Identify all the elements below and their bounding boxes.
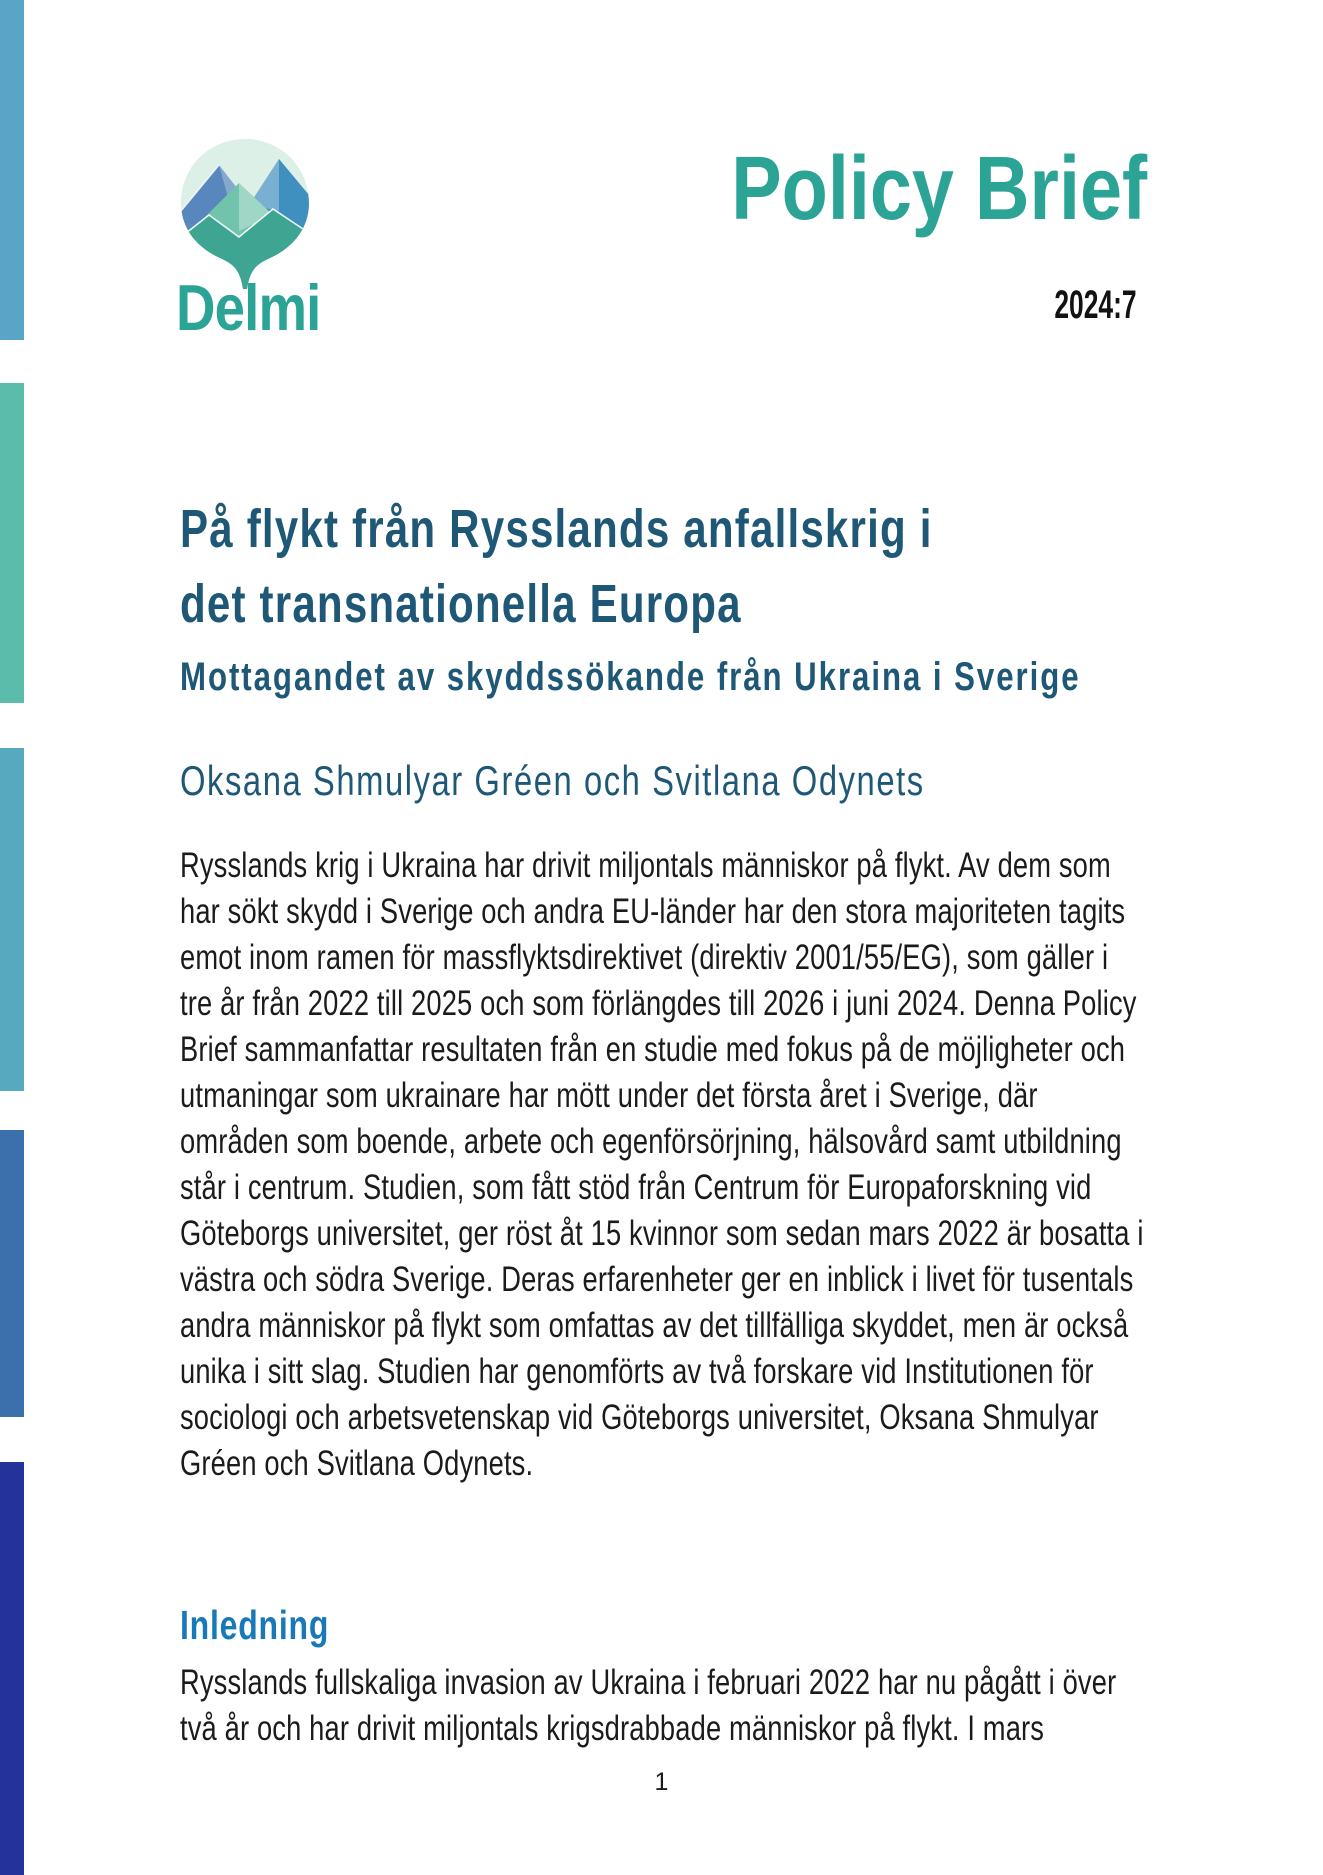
content-column	[180, 0, 1151, 1875]
accent-bar-1	[0, 0, 24, 340]
publication-title: Policy Brief	[731, 139, 1147, 239]
delmi-logo-wordmark: Delmi	[176, 271, 321, 344]
accent-bar-4	[0, 1130, 24, 1417]
document-title-line1: På flykt från Rysslands anfallskrig i	[180, 499, 933, 559]
section-heading-inledning: Inledning	[180, 1602, 330, 1648]
document-title	[180, 492, 1210, 642]
page-number: 1	[654, 1768, 669, 1796]
document-subtitle: Mottagandet av skyddssökande från Ukraina i Sverige	[180, 655, 1081, 699]
accent-bar-2	[0, 383, 24, 703]
section-body-paragraph: Rysslands fullskaliga invasion av Ukraina i februari 2022 har nu pågått i över två år och har drivit miljontals krigsdrabbade människor på flykt. I mars	[180, 1663, 1117, 1748]
publication-issue: 2024:7	[1054, 283, 1137, 327]
summary-paragraph: Rysslands krig i Ukraina har drivit miljontals människor på flykt. Av dem som har sökt skydd i Sverige och andra EU-länder har den stora majoriteten tagits emot inom ramen för massflyktsdirektivet (direktiv 2001/55/EG), som gäller i tre år från 2022 till 2025 och som förlängdes till 2026 i juni 2024. Denna Policy Brief sammanfattar resultaten från en studie med fokus på de möjligheter och utmaningar som ukrainare har mött under det första året i Sverige, där områden som boende, arbete och egenförsörjning, hälsovård samt utbildning står i centrum. Studien, som fått stöd från Centrum för Europaforskning vid Göteborgs universitet, ger röst åt 15 kvinnor som sedan mars 2022 är bosatta i västra och södra Sverige. Deras erfarenheter ger en inblick i livet för tusentals andra människor på flykt som omfattas av det tillfälliga skyddet, men är också unika i sitt slag. Studien har genomförts av två forskare vid Institutionen för sociologi och arbetsvetenskap vid Göteborgs universitet, Oksana Shmulyar Gréen och Svitlana Odynets.	[180, 846, 1144, 1483]
document-authors: Oksana Shmulyar Gréen och Svitlana Odynets	[180, 757, 925, 804]
accent-bar-3	[0, 748, 24, 1091]
accent-bar-5	[0, 1462, 24, 1875]
document-title-line2: det transnationella Europa	[180, 574, 742, 634]
